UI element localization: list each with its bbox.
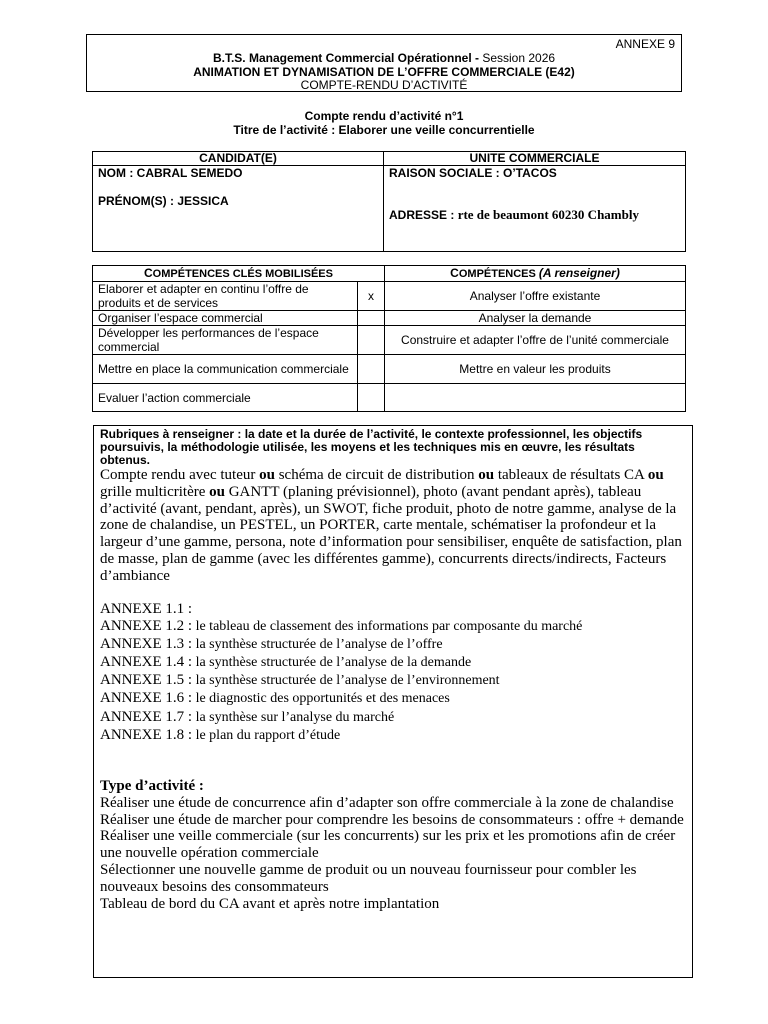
document-type: COMPTE-RENDU D’ACTIVITÉ <box>300 78 468 92</box>
header-box <box>86 34 682 92</box>
competence-right: Mettre en valeur les produits <box>385 355 686 384</box>
type-activite-list <box>100 795 686 913</box>
exam-title-bold: B.T.S. Management Commercial Opérationnel - <box>212 51 483 65</box>
annexe-item: ANNEXE 1.3 : la synthèse structurée de l’analyse de l’offre <box>100 636 443 653</box>
activity-title: Titre de l’activité : Elaborer une veille concurrentielle <box>233 123 535 137</box>
candidate-header: CANDIDAT(E) <box>93 152 384 166</box>
competence-left: Elaborer et adapter en continu l’offre de produits et de services <box>93 282 358 311</box>
exam-subject: ANIMATION ET DYNAMISATION DE L’OFFRE COMMERCIALE (E42) <box>193 65 575 79</box>
rubriques-description: Compte rendu avec tuteur ou schéma de circuit de distribution ou tableaux de résultats CA ou grille multicritère ou GANTT (planing prévisionnel), photo (avant pendant après), tableau d’activité (avant, pendant, après), un SWOT, fiche produit, photo de notre gamme, analyse de la zone de chalandise, un PESTEL, un PORTER, carte mentale, schématiser la profondeur et la largeur d’une gamme, persona, note d’information pour sensibiliser, enquête de satisfaction, plan de masse, plan de gamme (avec les différentes gamme), concurrents directs/indirects, Facteurs d’ambiance <box>100 467 682 584</box>
type-activite-item: Réaliser une veille commerciale (sur les concurrents) sur les prix et les promotions afin de créer une nouvelle opération commerciale <box>100 828 676 862</box>
competence-row <box>93 311 686 326</box>
candidate-table <box>92 151 686 252</box>
annexe-item: ANNEXE 1.7 : la synthèse sur l’analyse du marché <box>100 709 395 726</box>
candidate-cell <box>93 166 384 252</box>
candidate-prenom: PRÉNOM(S) : JESSICA <box>98 194 229 208</box>
type-activite-item: Sélectionner une nouvelle gamme de produit ou un nouveau fournisseur pour combler les nouveaux besoins des consommateurs <box>100 861 637 895</box>
competence-row <box>93 282 686 311</box>
competence-right <box>385 384 686 412</box>
competence-row <box>93 384 686 412</box>
candidate-nom: NOM : CABRAL SEMEDO <box>98 166 243 180</box>
competence-mark <box>358 311 385 326</box>
exam-title <box>87 51 681 65</box>
competence-mark: x <box>358 282 385 311</box>
competence-row <box>93 355 686 384</box>
competence-right: Construire et adapter l’offre de l’unité commerciale <box>385 326 686 355</box>
competences-table <box>92 265 686 412</box>
annexe-item: ANNEXE 1.8 : le plan du rapport d’étude <box>100 727 341 744</box>
competence-mark <box>358 326 385 355</box>
adresse <box>389 208 680 222</box>
competence-left: Organiser l’espace commercial <box>93 311 358 326</box>
report-title: Compte rendu d’activité n°1 <box>304 109 464 123</box>
annexe-item: ANNEXE 1.5 : la synthèse structurée de l’analyse de l’environnement <box>100 671 500 688</box>
type-activite-heading: Type d’activité : <box>100 777 204 794</box>
type-activite-item: Réaliser une étude de marcher pour comprendre les besoins de consommateurs : offre + demande <box>100 811 684 828</box>
type-activite-item: Réaliser une étude de concurrence afin d’adapter son offre commerciale à la zone de chalandise <box>100 794 674 811</box>
raison-sociale: RAISON SOCIALE : O’TACOS <box>389 166 557 180</box>
competence-mark <box>358 384 385 412</box>
competence-row <box>93 326 686 355</box>
adresse-label: ADRESSE : <box>389 208 458 222</box>
type-activite-item: Tableau de bord du CA avant et après notre implantation <box>100 895 440 912</box>
annexe-item: ANNEXE 1.6 : le diagnostic des opportunités et des menaces <box>100 689 450 706</box>
session-label: Session 2026 <box>482 51 556 65</box>
annexe-list <box>100 601 686 745</box>
annexe-item: ANNEXE 1.1 : <box>100 600 193 617</box>
competence-left: Développer les performances de l’espace commercial <box>93 326 358 355</box>
competence-right: Analyser la demande <box>385 311 686 326</box>
adresse-value: rte de beaumont 60230 Chambly <box>457 207 639 222</box>
competence-left: Evaluer l’action commerciale <box>93 384 358 412</box>
competences-cles-header: COMPÉTENCES CLÉS MOBILISÉES <box>93 266 385 282</box>
annexe-item: ANNEXE 1.4 : la synthèse structurée de l’analyse de la demande <box>100 653 472 670</box>
competences-renseigner-header: COMPÉTENCES (A renseigner) <box>385 266 686 282</box>
rubriques-box <box>93 425 693 978</box>
rubriques-heading: Rubriques à renseigner : la date et la durée de l’activité, le contexte professionnel, les objectifs poursuivis, la méthodologie utilisée, les moyens et les techniques mis en œuvre, les résultats obtenus. <box>100 427 643 467</box>
annexe-item: ANNEXE 1.2 : le tableau de classement des informations par composante du marché <box>100 618 583 635</box>
annexe-tag: ANNEXE 9 <box>615 37 675 51</box>
unit-header: UNITE COMMERCIALE <box>384 152 686 166</box>
competence-mark <box>358 355 385 384</box>
competence-right: Analyser l’offre existante <box>385 282 686 311</box>
unit-cell <box>384 166 686 252</box>
competence-left: Mettre en place la communication commerciale <box>93 355 358 384</box>
